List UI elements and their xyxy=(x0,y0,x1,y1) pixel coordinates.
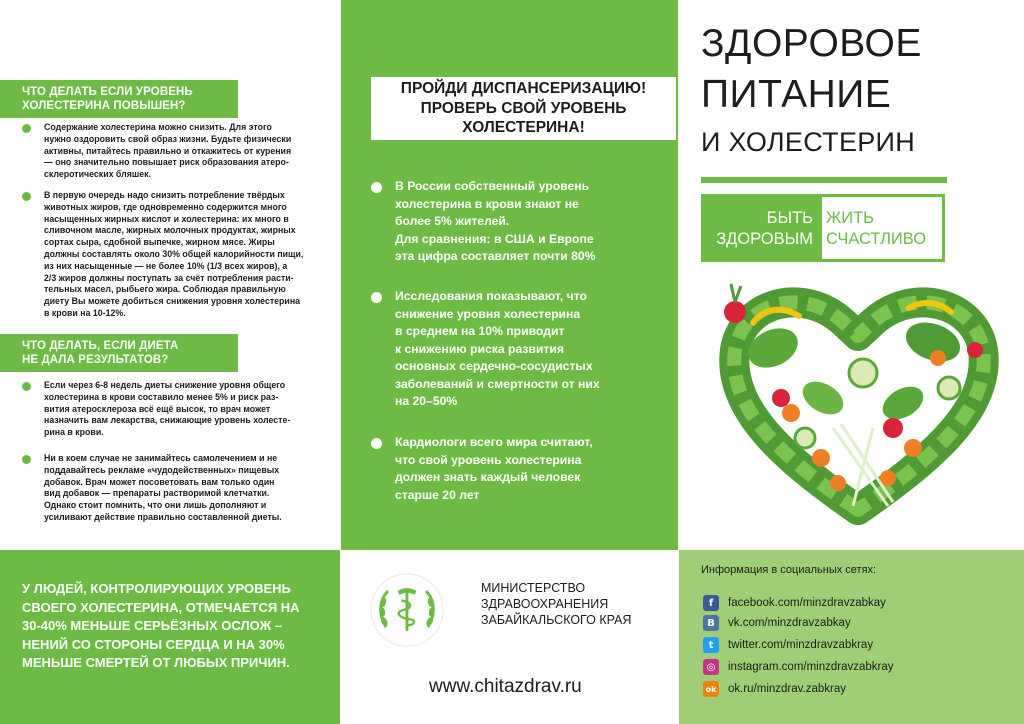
middle-panel xyxy=(341,0,678,724)
list-item: В России собственный уровень холестерина в крови знают не более 5% жителей. Для сравнения: в США и Европе эта цифра составляет почти 80% xyxy=(371,178,671,266)
social-title: Информация в социальных сетях: xyxy=(701,564,877,576)
banner-text: У ЛЮДЕЙ, КОНТРОЛИРУЮЩИХ УРОВЕНЬ СВОЕГО ХОЛЕСТЕРИНА, ОТМЕЧАЕТСЯ НА 30-40% МЕНЬШЕ СЕРЬЁЗНЫХ ОСЛОЖ – НЕНИЙ СО СТОРОНЫ СЕРДЦА И НА 30% МЕНЬШЕ СМЕРТЕЙ ОТ ЛЮБЫХ ПРИЧИН. xyxy=(22,581,300,670)
twitter-icon: t xyxy=(703,637,719,653)
bullet-icon xyxy=(22,192,31,201)
ministry-name: МИНИСТЕРСТВО ЗДРАВООХРАНЕНИЯ ЗАБАЙКАЛЬСКОГО КРАЯ xyxy=(481,581,632,627)
list-item: Если через 6-8 недель диеты снижение уровня общего холестерина в крови составило менее 5% и риск раз- вития атеросклероза всё ещё высок, то врач может назначить вам лекарства, снижающие уровень холесте- рина в крови. xyxy=(22,380,322,439)
bullet-icon xyxy=(22,382,31,391)
social-link-facebook[interactable]: f facebook.com/minzdravzabkay xyxy=(703,595,886,611)
motto-left: БЫТЬ ЗДОРОВЫМ xyxy=(716,209,813,248)
social-link-odnoklassniki[interactable]: ok ok.ru/minzdrav.zabkray xyxy=(703,681,846,697)
page-subtitle: И ХОЛЕСТЕРИН xyxy=(701,127,916,157)
title-divider xyxy=(701,177,947,183)
list-item: Исследования показывают, что снижение уровня холестерина в среднем на 10% приводит к снижению риска развития основных сердечно-сосудистых заболеваний и смертности от них на 20–50% xyxy=(371,288,671,411)
website-link[interactable]: www.chitazdrav.ru xyxy=(429,676,582,697)
social-networks xyxy=(679,550,1024,724)
cholesterol-control-banner xyxy=(0,550,340,724)
motto-right: ЖИТЬ СЧАСТЛИВО xyxy=(822,197,942,259)
odnoklassniki-icon: ok xyxy=(703,681,719,697)
bullet-icon xyxy=(22,455,31,464)
checkup-callout: ПРОЙДИ ДИСПАНСЕРИЗАЦИЮ! ПРОВЕРЬ СВОЙ УРОВЕНЬ ХОЛЕСТЕРИНА! xyxy=(371,77,676,140)
left-panel xyxy=(0,0,340,724)
list-item: В первую очередь надо снизить потребление твёрдых животных жиров, где одновременно содержится много насыщенных жирных кислот и холестерина: их много в сливочном масле, жирных молочных продуктах, жирных сортах сыра, сдобной выпечке, жирном мясе. Жиры должны составлять около 30% общей калорийности пищи, из них насыщенные — не более 10% (1/3 всех жиров), а 2/3 жиров должны поступать за счёт потребления расти- тельных масел, рыбьего жира. Соблюдая правильную диету Вы можете добиться снижения уровня холестерина в крови на 10-12%. xyxy=(22,190,322,320)
instagram-icon: ◎ xyxy=(703,659,719,675)
bullet-icon xyxy=(371,182,382,193)
social-link-instagram[interactable]: ◎ instagram.com/minzdravzabkray xyxy=(703,659,894,675)
list-item: Ни в коем случае не занимайтесь самолечением и не поддавайтесь рекламе «чудодейственных» пищевых добавок. Врач может посоветовать вам только один вид добавок — препараты растворимой клетчатки. Однако стоит помнить, что они лишь дополняют и усиливают действие правильно составленной диеты. xyxy=(22,453,322,524)
right-panel xyxy=(679,0,1024,724)
vegetable-heart-image xyxy=(713,278,1003,528)
ministry-footer xyxy=(341,550,678,724)
vk-icon: B xyxy=(703,615,719,631)
middle-green-area xyxy=(341,0,678,550)
motto-box xyxy=(701,194,945,262)
social-link-twitter[interactable]: t twitter.com/minzdravzabkray xyxy=(703,637,873,653)
social-link-vk[interactable]: B vk.com/minzdravzabkay xyxy=(703,615,851,631)
list-item: Содержание холестерина можно снизить. Для этого нужно оздоровить свой образ жизни. Будьте физически активны, питайтесь правильно и откажитесь от курения — оно значительно повышает риск образования атеро- склеротических бляшек. xyxy=(22,122,322,181)
section-heading-diet-failed: ЧТО ДЕЛАТЬ, ЕСЛИ ДИЕТА НЕ ДАЛА РЕЗУЛЬТАТОВ? xyxy=(0,334,238,372)
bullet-icon xyxy=(371,292,382,303)
page-title-line1: ЗДОРОВОЕ xyxy=(701,22,922,65)
page-title-line2: ПИТАНИЕ xyxy=(701,73,892,116)
facebook-icon: f xyxy=(703,595,719,611)
section-heading-cholesterol-high: ЧТО ДЕЛАТЬ ЕСЛИ УРОВЕНЬ ХОЛЕСТЕРИНА ПОВЫШЕН? xyxy=(0,80,238,118)
ministry-emblem-icon xyxy=(369,572,445,648)
bullet-icon xyxy=(22,124,31,133)
list-item: Кардиологи всего мира считают, что свой уровень холестерина должен знать каждый человек старше 20 лет xyxy=(371,434,671,504)
bullet-icon xyxy=(371,438,382,449)
